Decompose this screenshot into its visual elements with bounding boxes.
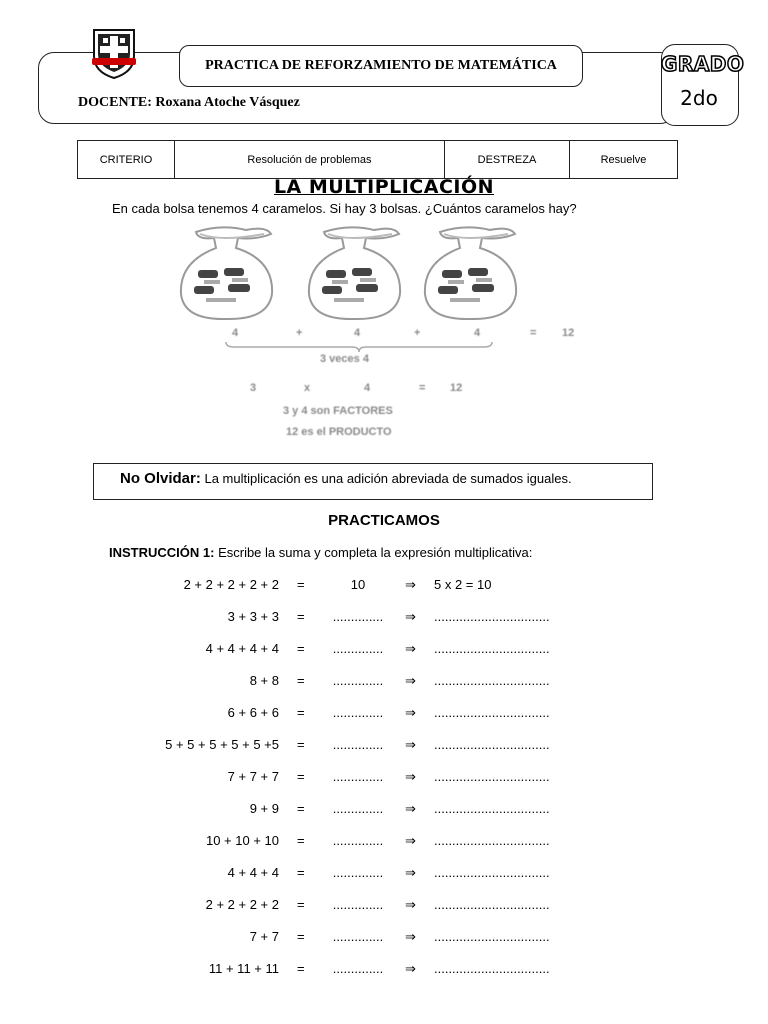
sum-expression: 6 + 6 + 6 xyxy=(227,705,279,720)
implies-arrow: ⇒ xyxy=(405,897,416,912)
plus-1: + xyxy=(296,327,303,339)
factor-2: 4 xyxy=(364,382,371,394)
brace xyxy=(224,340,494,354)
sum-answer[interactable]: .............. xyxy=(332,801,384,816)
plus-2: + xyxy=(414,327,421,339)
candy-bag-icon xyxy=(425,227,516,319)
sum-answer[interactable]: .............. xyxy=(332,961,384,976)
teacher-name: DOCENTE: Roxana Atoche Vásquez xyxy=(78,95,300,110)
multiplication-answer[interactable]: 5 x 2 = 10 xyxy=(434,577,492,592)
exercise-row xyxy=(0,769,768,789)
multiplication-answer[interactable]: ................................ xyxy=(434,737,550,752)
sum-expression: 7 + 7 xyxy=(249,929,279,944)
exercise-row xyxy=(0,705,768,725)
sum-expression: 10 + 10 + 10 xyxy=(205,833,279,848)
times-sign: x xyxy=(304,382,311,394)
sum-expression: 11 + 11 + 11 xyxy=(208,961,279,976)
sum-answer[interactable]: .............. xyxy=(332,737,384,752)
multiplication-answer[interactable]: ................................ xyxy=(434,961,550,976)
instruction-text: Escribe la suma y completa la expresión multiplicativa: xyxy=(214,545,533,560)
exercise-row xyxy=(0,961,768,981)
factor-1: 3 xyxy=(250,382,257,394)
multiplication-answer[interactable]: ................................ xyxy=(434,897,550,912)
candy-bags-illustration xyxy=(176,224,576,324)
implies-arrow: ⇒ xyxy=(405,769,416,784)
equals-sign: = xyxy=(297,705,305,720)
sum-answer[interactable]: .............. xyxy=(332,609,384,624)
multiplication-answer[interactable]: ................................ xyxy=(434,609,550,624)
equals-sign: = xyxy=(297,769,305,784)
sum-expression: 4 + 4 + 4 xyxy=(227,865,279,880)
implies-arrow: ⇒ xyxy=(405,865,416,880)
exercise-row xyxy=(0,865,768,885)
reminder-text: La multiplicación es una adición abreviada de sumados iguales. xyxy=(200,471,572,486)
lesson-intro: En cada bolsa tenemos 4 caramelos. Si hay 3 bolsas. ¿Cuántos caramelos hay? xyxy=(112,201,577,216)
multiplication-answer[interactable]: ................................ xyxy=(434,705,550,720)
multiplication-answer[interactable]: ................................ xyxy=(434,865,550,880)
sum-expression: 5 + 5 + 5 + 5 + 5 +5 xyxy=(165,737,279,752)
sum-expression: 7 + 7 + 7 xyxy=(227,769,279,784)
implies-arrow: ⇒ xyxy=(405,833,416,848)
multiplication-answer[interactable]: ................................ xyxy=(434,833,550,848)
sum-answer[interactable]: .............. xyxy=(332,833,384,848)
reminder-label: No Olvidar: xyxy=(120,470,201,487)
sum-answer[interactable]: .............. xyxy=(332,865,384,880)
lesson-title: LA MULTIPLICACIÓN xyxy=(273,176,495,198)
document-title: PRACTICA DE REFORZAMIENTO DE MATEMÁTICA xyxy=(179,45,583,87)
implies-arrow: ⇒ xyxy=(405,577,416,592)
exercise-row xyxy=(0,897,768,917)
implies-arrow: ⇒ xyxy=(405,609,416,624)
equals-sign: = xyxy=(297,897,305,912)
sum-answer[interactable]: .............. xyxy=(332,673,384,688)
addend-1: 4 xyxy=(232,327,239,339)
equals-sign: = xyxy=(297,737,305,752)
practice-heading: PRACTICAMOS xyxy=(328,512,440,529)
sum-expression: 2 + 2 + 2 + 2 xyxy=(205,897,279,912)
sum-answer[interactable]: .............. xyxy=(332,769,384,784)
implies-arrow: ⇒ xyxy=(405,961,416,976)
candy-bag-icon xyxy=(181,227,272,319)
multiplication-answer[interactable]: ................................ xyxy=(434,673,550,688)
equals-sign: = xyxy=(297,609,305,624)
multiplication-answer[interactable]: ................................ xyxy=(434,769,550,784)
grade-label: GRADO xyxy=(661,52,745,76)
exercise-row xyxy=(0,673,768,693)
equals-sign: = xyxy=(297,833,305,848)
implies-arrow: ⇒ xyxy=(405,801,416,816)
addend-3: 4 xyxy=(474,327,481,339)
product-equals: = xyxy=(419,382,426,394)
equals-sign: = xyxy=(297,961,305,976)
criterio-label: CRITERIO xyxy=(78,141,175,179)
sum-answer[interactable]: .............. xyxy=(332,641,384,656)
implies-arrow: ⇒ xyxy=(405,673,416,688)
equals-sign: = xyxy=(530,327,537,339)
destreza-label: DESTREZA xyxy=(445,141,570,179)
sum-total: 12 xyxy=(562,327,575,339)
sum-answer[interactable]: .............. xyxy=(332,929,384,944)
exercise-row xyxy=(0,801,768,821)
implies-arrow: ⇒ xyxy=(405,705,416,720)
exercise-row xyxy=(0,641,768,661)
grade-value: 2do xyxy=(680,86,718,110)
exercise-row xyxy=(0,609,768,629)
equals-sign: = xyxy=(297,865,305,880)
sum-expression: 3 + 3 + 3 xyxy=(227,609,279,624)
equals-sign: = xyxy=(297,929,305,944)
product-value: 12 xyxy=(450,382,463,394)
addend-2: 4 xyxy=(354,327,361,339)
implies-arrow: ⇒ xyxy=(405,929,416,944)
factors-note: 3 y 4 son FACTORES xyxy=(283,405,393,417)
sum-expression: 4 + 4 + 4 + 4 xyxy=(205,641,279,656)
reminder-box xyxy=(93,463,653,500)
sum-expression: 2 + 2 + 2 + 2 + 2 xyxy=(183,577,279,592)
implies-arrow: ⇒ xyxy=(405,641,416,656)
sum-expression: 8 + 8 xyxy=(249,673,279,688)
equals-sign: = xyxy=(297,577,305,592)
destreza-value: Resuelve xyxy=(570,141,678,179)
sum-answer[interactable]: 10 xyxy=(350,577,366,592)
exercise-row xyxy=(0,929,768,949)
instruction-label: INSTRUCCIÓN 1: xyxy=(109,545,215,560)
equals-sign: = xyxy=(297,641,305,656)
implies-arrow: ⇒ xyxy=(405,737,416,752)
multiplication-answer[interactable]: ................................ xyxy=(434,641,550,656)
criteria-table xyxy=(77,140,678,179)
school-logo xyxy=(88,26,140,80)
multiplication-answer[interactable]: ................................ xyxy=(434,801,550,816)
equals-sign: = xyxy=(297,801,305,816)
product-note: 12 es el PRODUCTO xyxy=(286,426,392,438)
candy-bag-icon xyxy=(309,227,400,319)
exercise-row xyxy=(0,737,768,757)
criterio-value: Resolución de problemas xyxy=(175,141,445,179)
sum-answer[interactable]: .............. xyxy=(332,705,384,720)
multiplication-answer[interactable]: ................................ xyxy=(434,929,550,944)
sum-answer[interactable]: .............. xyxy=(332,897,384,912)
brace-label: 3 veces 4 xyxy=(320,353,369,365)
equals-sign: = xyxy=(297,673,305,688)
exercise-row xyxy=(0,577,768,597)
sum-expression: 9 + 9 xyxy=(249,801,279,816)
exercise-row xyxy=(0,833,768,853)
instruction xyxy=(109,545,532,560)
